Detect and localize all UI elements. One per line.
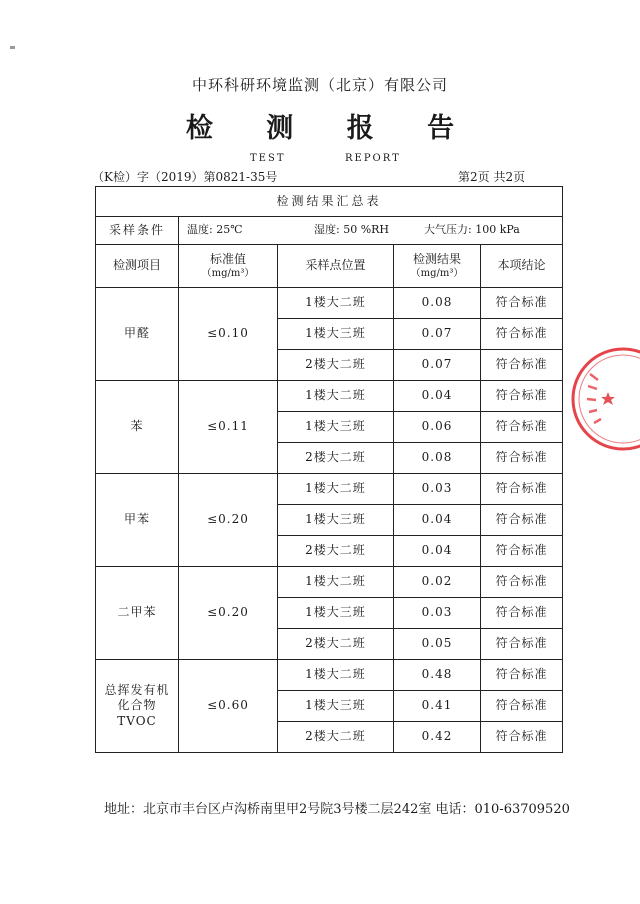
conditions-values — [179, 217, 563, 245]
point-cell: 1楼大二班 — [278, 288, 394, 319]
conditions-label: 采样条件 — [96, 217, 179, 245]
result-cell: 0.07 — [394, 319, 481, 350]
point-cell: 1楼大二班 — [278, 567, 394, 598]
item-cell: 总挥发有机化合物TVOC — [96, 660, 179, 753]
conclusion-cell: 符合标准 — [481, 474, 563, 505]
standard-cell: ≤0.11 — [179, 381, 278, 474]
item-cell: 甲苯 — [96, 474, 179, 567]
table-title-row — [96, 187, 563, 217]
result-cell: 0.05 — [394, 629, 481, 660]
header-standard-label: 标准值 — [209, 251, 246, 266]
table-row — [96, 474, 563, 505]
conclusion-cell: 符合标准 — [481, 443, 563, 474]
humidity-value: 湿度: 50 %RH — [314, 223, 390, 236]
result-cell: 0.04 — [394, 505, 481, 536]
conclusion-cell: 符合标准 — [481, 598, 563, 629]
pressure-value: 大气压力: 100 kPa — [424, 223, 520, 236]
company-name: 中环科研环境监测（北京）有限公司 — [191, 76, 448, 94]
point-cell: 1楼大三班 — [278, 319, 394, 350]
header-result-unit: （mg/m³） — [410, 268, 464, 280]
result-cell: 0.08 — [394, 288, 481, 319]
header-item: 检测项目 — [96, 245, 179, 288]
temperature-value: 温度: 25℃ — [187, 223, 243, 236]
result-cell: 0.02 — [394, 567, 481, 598]
conclusion-cell: 符合标准 — [481, 412, 563, 443]
point-cell: 1楼大三班 — [278, 598, 394, 629]
header-result — [394, 245, 481, 288]
footer-address: 地址：北京市丰台区卢沟桥南里甲2号院3号楼二层242室 电话：010-63709520 — [104, 802, 570, 817]
header-conclusion: 本项结论 — [481, 245, 563, 288]
result-cell: 0.04 — [394, 381, 481, 412]
subtitle-test: TEST — [250, 153, 286, 164]
header-standard-unit: （mg/m³） — [201, 268, 255, 280]
document-number: （K检）字（2019）第0821-35号 — [92, 170, 278, 184]
point-cell: 1楼大三班 — [278, 505, 394, 536]
report-title: 检 测 报 告 — [185, 113, 477, 144]
item-cell: 二甲苯 — [96, 567, 179, 660]
point-cell: 2楼大二班 — [278, 350, 394, 381]
conditions-row — [96, 217, 563, 245]
point-cell: 2楼大二班 — [278, 722, 394, 753]
standard-cell: ≤0.10 — [179, 288, 278, 381]
conclusion-cell: 符合标准 — [481, 691, 563, 722]
standard-cell: ≤0.60 — [179, 660, 278, 753]
point-cell: 2楼大二班 — [278, 443, 394, 474]
point-cell: 1楼大二班 — [278, 660, 394, 691]
header-standard — [179, 245, 278, 288]
conclusion-cell: 符合标准 — [481, 381, 563, 412]
standard-cell: ≤0.20 — [179, 474, 278, 567]
table-title: 检测结果汇总表 — [96, 187, 563, 217]
conclusion-cell: 符合标准 — [481, 629, 563, 660]
conclusion-cell: 符合标准 — [481, 288, 563, 319]
result-cell: 0.48 — [394, 660, 481, 691]
result-cell: 0.08 — [394, 443, 481, 474]
point-cell: 2楼大二班 — [278, 629, 394, 660]
conclusion-cell: 符合标准 — [481, 319, 563, 350]
punch-mark — [10, 46, 15, 49]
conclusion-cell: 符合标准 — [481, 350, 563, 381]
header-row — [96, 245, 563, 288]
standard-cell: ≤0.20 — [179, 567, 278, 660]
header-result-label: 检测结果 — [412, 251, 461, 266]
conclusion-cell: 符合标准 — [481, 505, 563, 536]
point-cell: 1楼大三班 — [278, 412, 394, 443]
table-row — [96, 567, 563, 598]
result-cell: 0.07 — [394, 350, 481, 381]
point-cell: 1楼大二班 — [278, 474, 394, 505]
red-seal-icon — [568, 344, 640, 454]
point-cell: 1楼大三班 — [278, 691, 394, 722]
item-cell: 苯 — [96, 381, 179, 474]
table-row — [96, 381, 563, 412]
table-row — [96, 288, 563, 319]
point-cell: 1楼大二班 — [278, 381, 394, 412]
point-cell: 2楼大二班 — [278, 536, 394, 567]
subtitle-report: REPORT — [345, 153, 401, 164]
conclusion-cell: 符合标准 — [481, 660, 563, 691]
conclusion-cell: 符合标准 — [481, 536, 563, 567]
result-cell: 0.03 — [394, 598, 481, 629]
result-cell: 0.06 — [394, 412, 481, 443]
item-cell: 甲醛 — [96, 288, 179, 381]
result-cell: 0.04 — [394, 536, 481, 567]
conclusion-cell: 符合标准 — [481, 567, 563, 598]
result-cell: 0.03 — [394, 474, 481, 505]
result-cell: 0.42 — [394, 722, 481, 753]
conclusion-cell: 符合标准 — [481, 722, 563, 753]
header-point: 采样点位置 — [278, 245, 394, 288]
results-table — [95, 186, 563, 753]
table-row — [96, 660, 563, 691]
page-info: 第2页 共2页 — [458, 170, 526, 184]
result-cell: 0.41 — [394, 691, 481, 722]
